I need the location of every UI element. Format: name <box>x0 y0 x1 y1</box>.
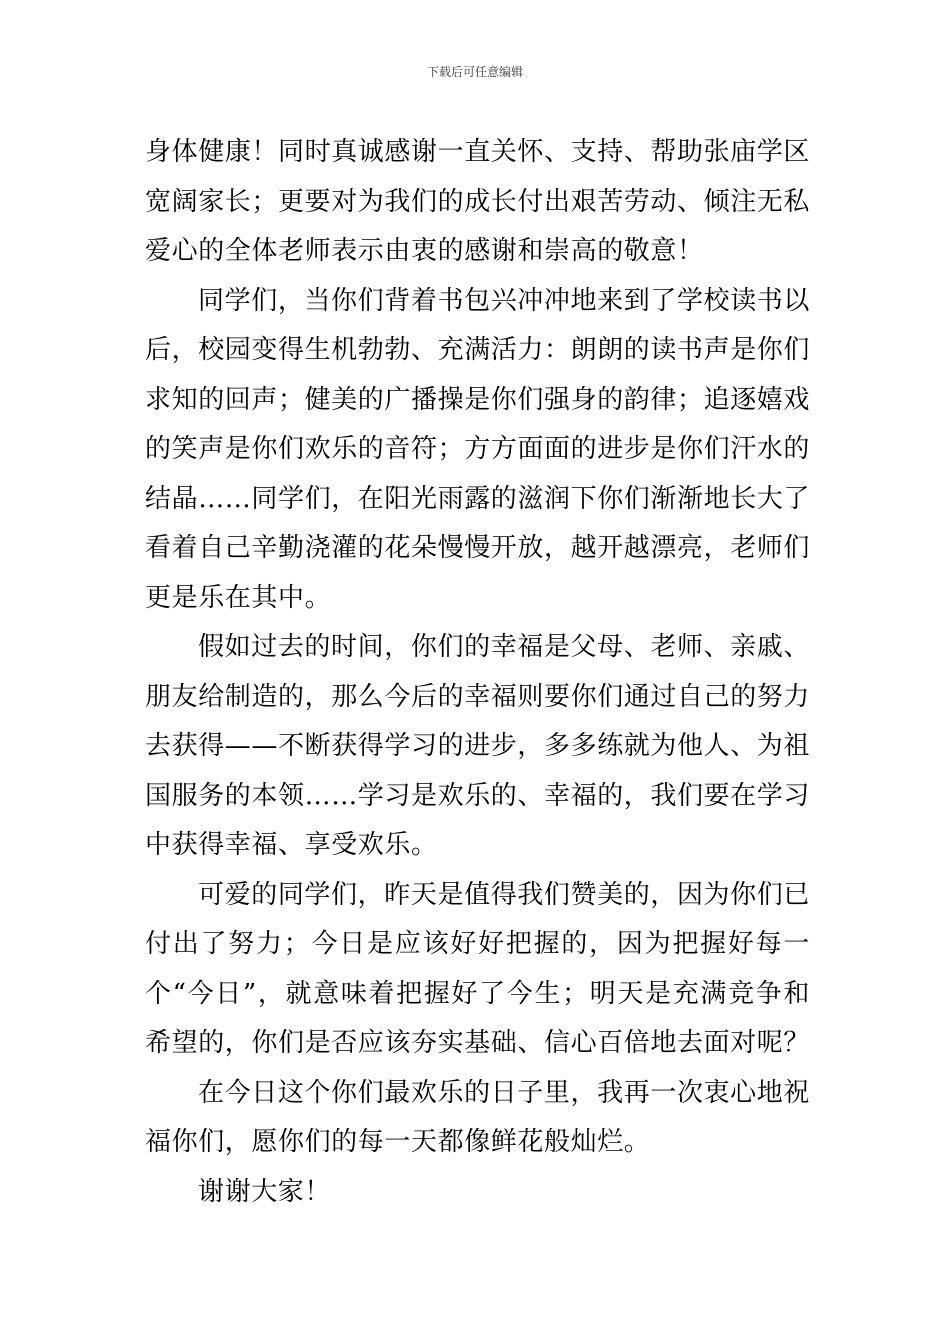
page-header: 下载后可任意编辑 <box>426 65 523 79</box>
paragraph-happiness: 假如过去的时间，你们的幸福是父母、老师、亲戚、朋友给制造的，那么今后的幸福则要你们通过自己的努力去获得——不断获得学习的进步，多多练就为他人、为祖国服务的本领……学习是欢乐的、幸福的，我们要在学习中获得幸福、享受欢乐。 <box>145 632 811 860</box>
paragraph-thanks: 身体健康！同时真诚感谢一直关怀、支持、帮助张庙学区宽阔家长；更要对为我们的成长付出艰苦劳动、倾注无私爱心的全体老师表示由衷的感谢和崇高的敬意！ <box>145 137 811 266</box>
paragraph-closing: 谢谢大家！ <box>198 1176 332 1207</box>
paragraph-blessing: 在今日这个你们最欢乐的日子里，我再一次衷心地祝福你们，愿你们的每一天都像鲜花般灿烂。 <box>145 1077 810 1157</box>
document-body <box>145 128 810 1217</box>
paragraph-campus-life: 同学们，当你们背着书包兴冲冲地来到了学校读书以后，校园变得生机勃勃、充满活力：朗朗的读书声是你们求知的回声；健美的广播操是你们强身的韵律；追逐嬉戏的笑声是你们欢乐的音符；方方面面的进步是你们汗水的结晶……同学们，在阳光雨露的滋润下你们渐渐地长大了看着自己辛勤浇灌的花朵慢慢开放，越开越漂亮，老师们更是乐在其中。 <box>145 285 811 613</box>
paragraph-today: 可爱的同学们，昨天是值得我们赞美的，因为你们已付出了努力；今日是应该好好把握的，因为把握好每一个“今日”，就意味着把握好了今生；明天是充满竞争和希望的，你们是否应该夯实基础、信心百倍地去面对呢？ <box>145 879 811 1058</box>
